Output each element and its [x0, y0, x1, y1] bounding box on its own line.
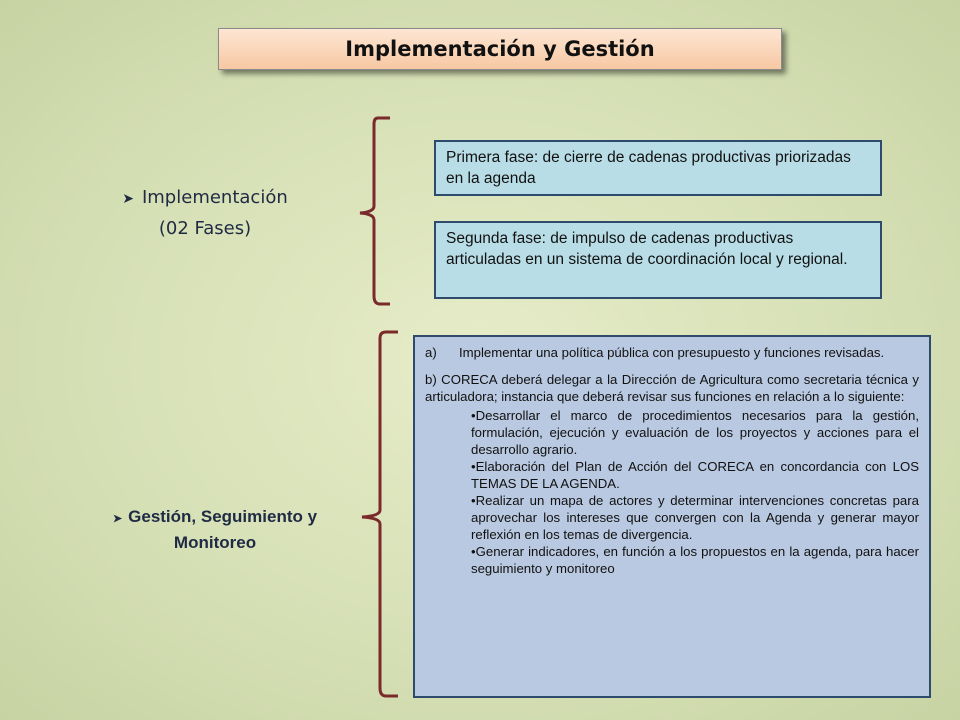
implementation-label — [100, 183, 310, 244]
list-item: •Realizar un mapa de actores y determinar intervenciones concretas para aprovechar los intereses que convergen con la Agenda y generar mayor reflexión en los temas de divergencia. — [471, 493, 919, 542]
list-item: •Desarrollar el marco de procedimientos necesarios para la gestión, formulación, ejecución y evaluación de los proyectos y acciones para el desarrollo agrario. — [471, 408, 919, 457]
phase-text-1: Primera fase: de cierre de cadenas productivas priorizadas en la agenda — [446, 149, 851, 187]
arrow-bullet-icon: ➤ — [122, 191, 134, 207]
phase-box-2 — [434, 221, 882, 299]
management-title: Gestión, Seguimiento y Monitoreo — [128, 507, 318, 552]
implementation-brace — [360, 118, 390, 304]
implementation-title: Implementación — [141, 187, 288, 208]
item-a-marker: a) — [425, 345, 437, 360]
management-brace — [362, 332, 398, 696]
item-a — [425, 344, 919, 361]
page-title-text: Implementación y Gestión — [345, 37, 655, 61]
list-item: •Generar indicadores, en función a los propuestos en la agenda, para hacer seguimiento y monitoreo — [471, 544, 919, 576]
phase-box-1 — [434, 140, 882, 196]
item-a-text: Implementar una política pública con presupuesto y funciones revisadas. — [459, 345, 885, 360]
item-b-text: b) CORECA deberá delegar a la Dirección de Agricultura como secretaria técnica y articuladora; instancia que deberá revisar sus funciones en relación a lo siguiente: — [425, 372, 919, 404]
list-item: •Elaboración del Plan de Acción del CORECA en concordancia con LOS TEMAS DE LA AGENDA. — [471, 459, 919, 491]
implementation-sublabel: (02 Fases) — [158, 218, 252, 239]
bullet-list — [471, 407, 919, 577]
arrow-bullet-icon: ➤ — [112, 513, 123, 525]
management-label — [80, 505, 350, 555]
management-detail-box — [413, 335, 931, 698]
phase-text-2: Segunda fase: de impulso de cadenas productivas articuladas en un sistema de coordinación local y regional. — [446, 230, 848, 268]
